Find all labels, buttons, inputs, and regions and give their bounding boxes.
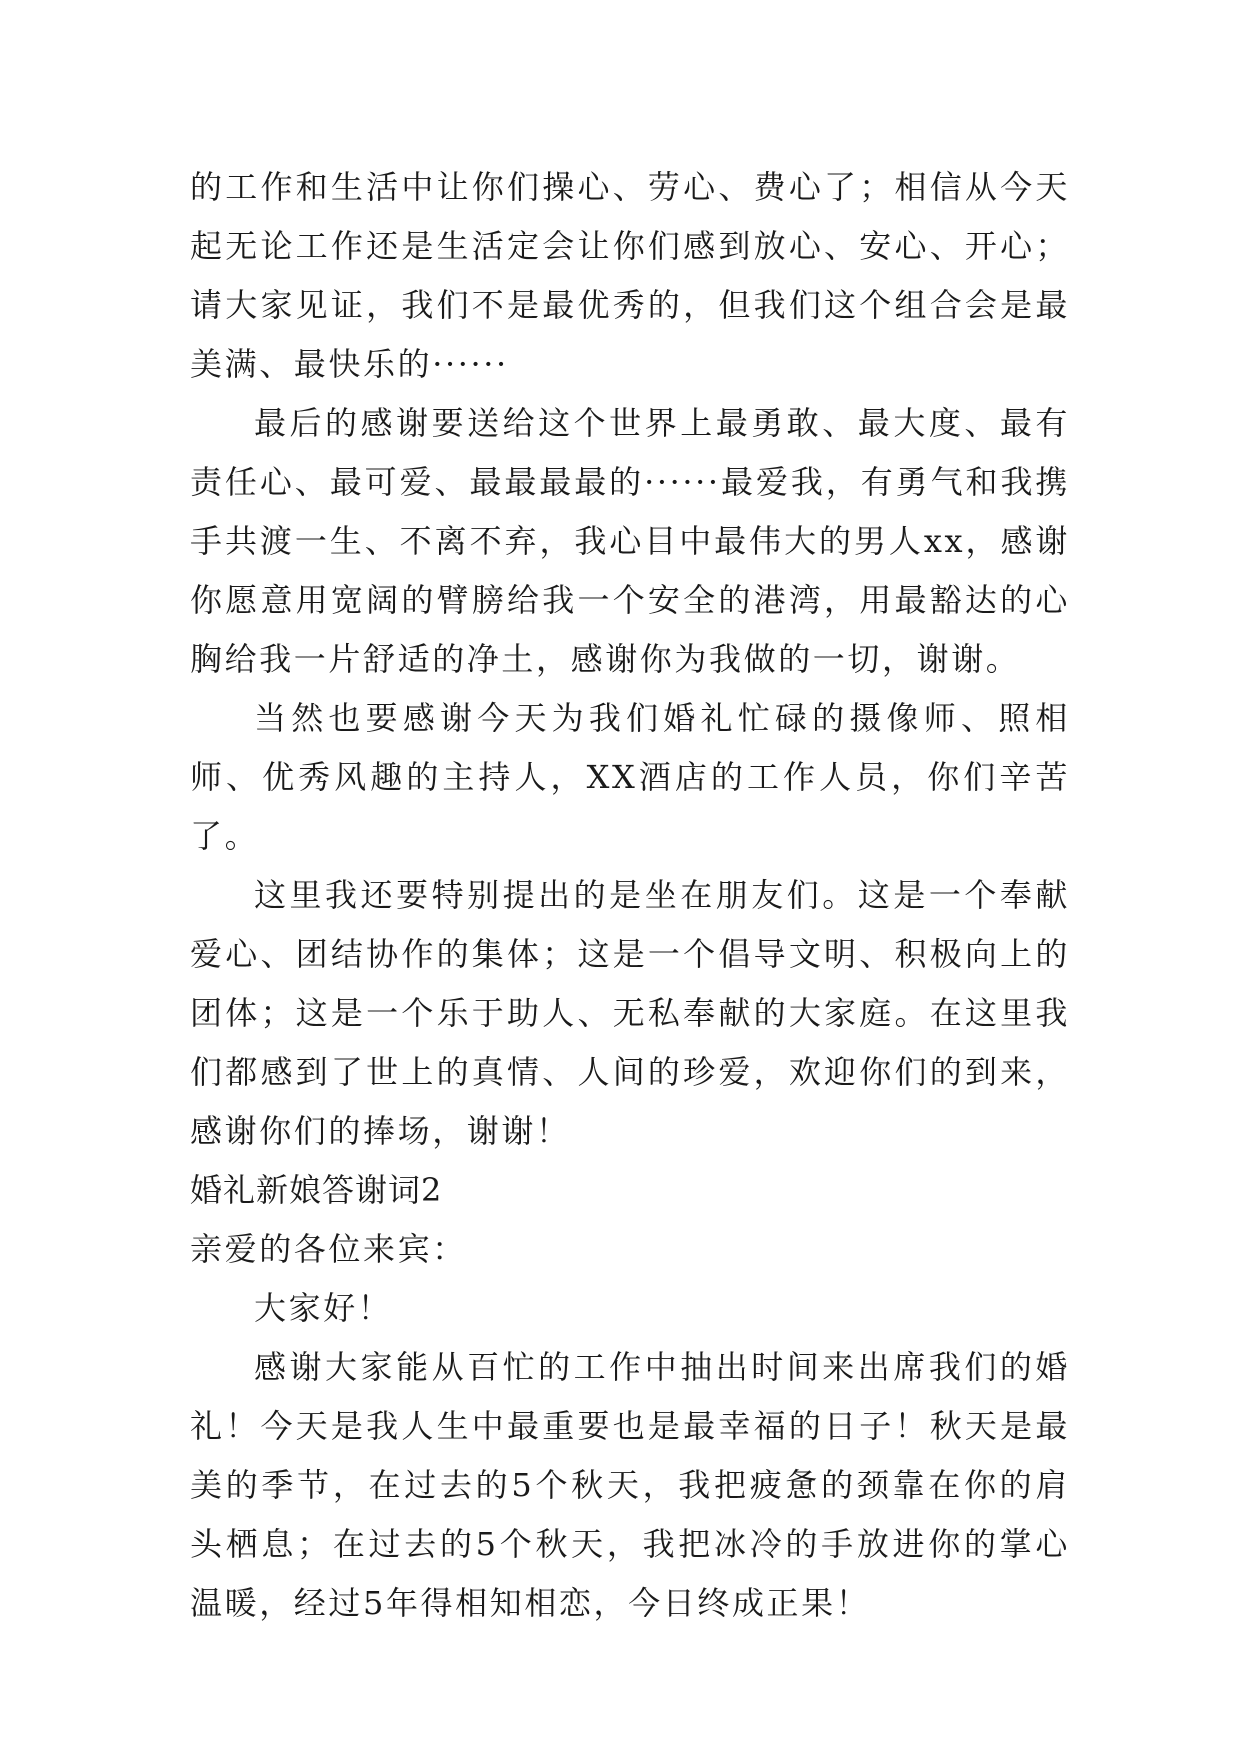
- paragraph-thanks-staff: 当然也要感谢今天为我们婚礼忙碌的摄像师、照相师、优秀风趣的主持人，XX酒店的工作人员，你们辛苦了。: [190, 699, 1070, 855]
- paragraph-opening-thanks: 感谢大家能从百忙的工作中抽出时间来出席我们的婚礼！今天是我人生中最重要也是最幸福的日子！秋天是最美的季节，在过去的5个秋天，我把疲惫的颈靠在你的肩头栖息；在过去的5个秋天，我把冰冷的手放进你的掌心温暖，经过5年得相知相恋，今日终成正果！: [190, 1348, 1070, 1622]
- greeting: 大家好！: [254, 1289, 393, 1327]
- section-heading: 婚礼新娘答谢词2: [190, 1171, 443, 1209]
- document-body: [190, 158, 1070, 1633]
- paragraph-thanks-friends: 这里我还要特别提出的是坐在朋友们。这是一个奉献爱心、团结协作的集体；这是一个倡导文明、积极向上的团体；这是一个乐于助人、无私奉献的大家庭。在这里我们都感到了世上的真情、人间的珍爱，欢迎你们的到来，感谢你们的捧场，谢谢！: [190, 876, 1070, 1150]
- salutation: 亲爱的各位来宾：: [190, 1230, 467, 1268]
- paragraph-continuation: 的工作和生活中让你们操心、劳心、费心了；相信从今天起无论工作还是生活定会让你们感到放心、安心、开心；请大家见证，我们不是最优秀的，但我们这个组合会是最美满、最快乐的······: [190, 168, 1070, 383]
- paragraph-thanks-husband: 最后的感谢要送给这个世界上最勇敢、最大度、最有责任心、最可爱、最最最最的······最爱我，有勇气和我携手共渡一生、不离不弃，我心目中最伟大的男人xx，感谢你愿意用宽阔的臂膀给我一个安全的港湾，用最豁达的心胸给我一片舒适的净土，感谢你为我做的一切，谢谢。: [190, 404, 1070, 678]
